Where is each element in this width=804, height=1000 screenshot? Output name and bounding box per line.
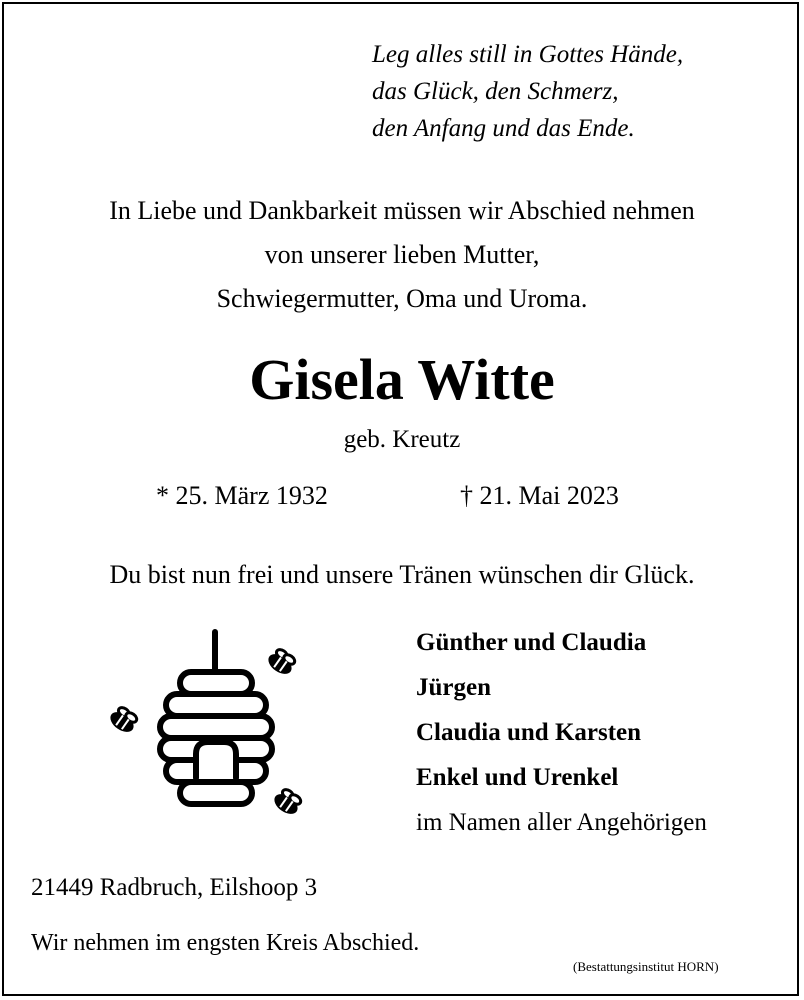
- death-date: † 21. Mai 2023: [460, 481, 619, 510]
- poem-line: das Glück, den Schmerz,: [372, 78, 619, 105]
- birth-date: * 25. März 1932: [156, 481, 328, 510]
- family-member: Jürgen: [416, 674, 491, 701]
- poem-line: den Anfang und das Ende.: [372, 115, 635, 142]
- intro-line: In Liebe und Dankbarkeit müssen wir Abschied nehmen: [109, 196, 695, 225]
- poem-line: Leg alles still in Gottes Hände,: [372, 41, 684, 68]
- deceased-name: Gisela Witte: [249, 347, 555, 412]
- poem: [372, 36, 683, 147]
- intro-line: Schwiegermutter, Oma und Uroma.: [216, 284, 588, 313]
- notice-border: [2, 2, 799, 996]
- bee-icon: [271, 786, 304, 818]
- intro-text: [0, 189, 804, 321]
- family-member: Claudia und Karsten: [416, 719, 642, 746]
- family-closing: im Namen aller Angehörigen: [416, 809, 707, 836]
- address: 21449 Radbruch, Eilshoop 3: [31, 874, 318, 901]
- family-member: Günther und Claudia: [416, 629, 647, 656]
- farewell-quote: Du bist nun frei und unsere Tränen wünschen dir Glück.: [109, 560, 695, 589]
- intro-line: von unserer lieben Mutter,: [264, 240, 540, 269]
- birth-name: geb. Kreutz: [343, 426, 461, 453]
- bee-icon: [265, 646, 298, 678]
- bee-icon: [107, 704, 140, 736]
- family-list: [416, 620, 707, 845]
- farewell-note: Wir nehmen im engsten Kreis Abschied.: [31, 930, 420, 956]
- beehive-icon: [100, 628, 320, 828]
- family-member: Enkel und Urenkel: [416, 764, 619, 791]
- undertaker-credit: (Bestattungsinstitut HORN): [573, 959, 719, 974]
